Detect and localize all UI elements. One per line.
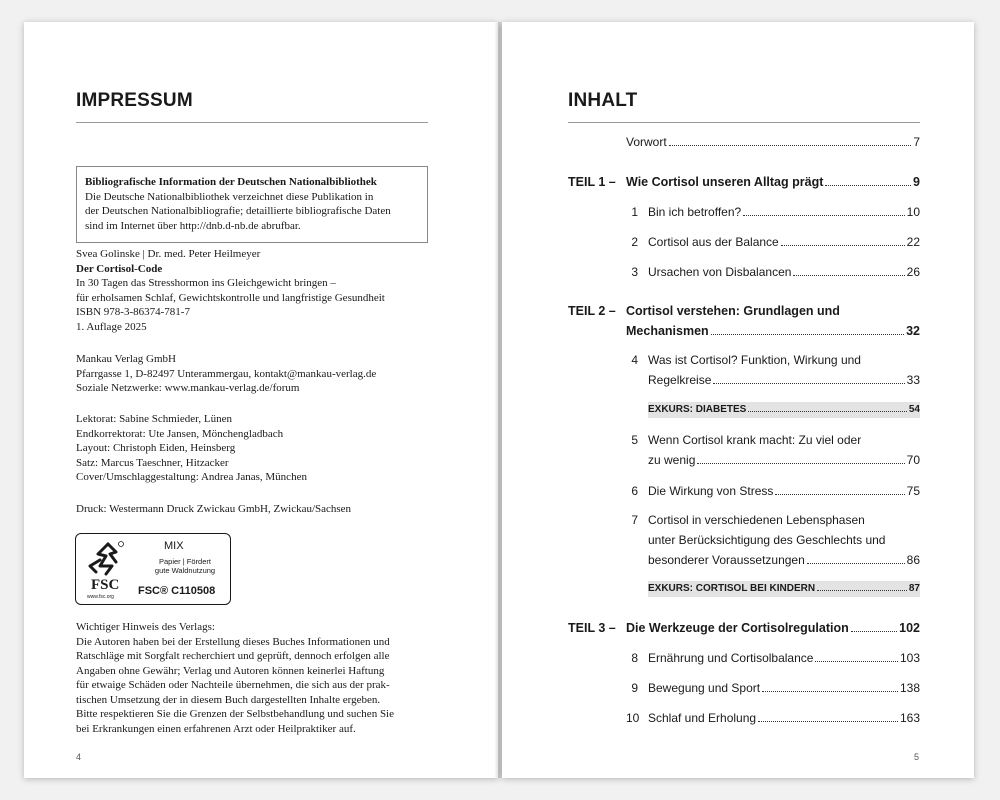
toc-title-line: Cortisol in verschiedenen Lebensphasen [648,513,865,527]
book-info [76,247,436,334]
leader-dots [807,563,905,564]
bib-box-title: Bibliografische Information der Deutschen Nationalbibliothek [85,176,377,188]
toc-page: 22 [906,235,920,249]
toc-part-1[interactable] [568,175,920,193]
toc-chapter-3[interactable] [568,265,920,283]
credit-line: Lektorat: Sabine Schmieder, Lünen [76,413,232,425]
notice-line: tischen Umsetzung der in diesem Buch dargestellten Inhalte ergeben. [76,693,381,706]
toc-page: 86 [906,553,920,567]
credit-line: Cover/Umschlaggestaltung: Andrea Janas, München [76,471,307,483]
toc-chapter-9[interactable] [568,681,920,699]
isbn: ISBN 978-3-86374-781-7 [76,306,190,318]
credit-line: Layout: Christoph Eiden, Heinsberg [76,442,236,454]
fsc-logo-word: FSC [91,577,120,593]
publisher-address: Pfarrgasse 1, D-82497 Unterammergau, kontakt@mankau-verlag.de [76,367,377,380]
leader-dots [697,463,904,464]
toc-chapter-4-cont[interactable] [568,373,920,391]
toc-title: Ernährung und Cortisolbalance [648,651,814,665]
page-number-left: 4 [76,752,82,762]
publisher-info [76,352,436,396]
leader-dots [758,721,898,722]
toc-page: 33 [906,373,920,387]
toc-chapter-7-cont2[interactable] [568,553,920,571]
leader-dots [713,383,904,384]
bibliographic-info-box [76,166,428,243]
part-label: TEIL 3 – [568,621,616,635]
toc-title: Die Werkzeuge der Cortisolregulation [626,621,849,635]
toc-exkurs-kinder[interactable] [648,581,920,597]
leader-dots [669,145,912,146]
toc-page: 87 [908,583,920,594]
chapter-number: 8 [631,651,638,665]
chapter-number: 4 [631,353,638,367]
toc-page: 32 [906,324,920,338]
toc-page: 54 [908,404,920,415]
print-line: Druck: Westermann Druck Zwickau GmbH, Zwickau/Sachsen [76,503,352,515]
toc-title: Cortisol aus der Balance [648,235,779,249]
toc-page: 102 [899,621,920,635]
bib-box-line: Die Deutsche Nationalbibliothek verzeichnet diese Publikation in [85,190,374,203]
chapter-number: 5 [631,433,638,447]
inhalt-heading: INHALT [568,90,920,123]
toc-page: 163 [899,711,920,725]
impressum-heading: IMPRESSUM [76,90,428,123]
chapter-number: 3 [631,265,638,279]
notice-line: Die Autoren haben bei der Erstellung dieses Buches Informationen und [76,635,390,648]
toc-page: 10 [906,205,920,219]
book-title: Der Cortisol-Code [76,262,163,275]
part-label: TEIL 1 – [568,175,616,189]
publisher-name: Mankau Verlag GmbH [76,353,176,365]
toc-chapter-10[interactable] [568,711,920,729]
fsc-mix: MIX [164,540,184,552]
notice-line: Angaben ohne Gewähr; Verlag und Autoren können keinerlei Haftung [76,664,385,677]
toc-title: Die Wirkung von Stress [648,484,774,498]
notice-title: Wichtiger Hinweis des Verlags: [76,621,215,633]
chapter-number: 6 [631,484,638,498]
toc-title: Bin ich betroffen? [648,205,742,219]
credit-line: Endkorrektorat: Ute Jansen, Mönchengladbach [76,427,284,440]
credits [76,412,436,485]
toc-chapter-7[interactable] [568,513,920,531]
leader-dots [781,245,905,246]
leader-dots [743,215,904,216]
toc-title-line: Regelkreise [648,373,712,387]
fsc-tree-icon [86,538,126,580]
toc-page: 138 [899,681,920,695]
toc-page: 7 [913,135,920,149]
chapter-number: 2 [631,235,638,249]
chapter-number: 10 [626,711,640,725]
toc-chapter-5[interactable] [568,433,920,451]
edition: 1. Auflage 2025 [76,320,147,333]
bib-box-line: sind im Internet über http://dnb.d-nb.de abrufbar. [85,219,301,232]
toc-title-line: zu wenig [648,453,696,467]
toc-title: EXKURS: DIABETES [648,404,747,415]
toc-title: Schlaf und Erholung [648,711,757,725]
leader-dots [748,411,907,412]
right-page [502,22,974,778]
book-subtitle: In 30 Tagen das Stresshormon ins Gleichgewicht bringen – [76,277,336,289]
toc-title: Bewegung und Sport [648,681,761,695]
chapter-number: 7 [631,513,638,527]
fsc-logo-box [75,533,231,605]
book-subtitle: für erholsamen Schlaf, Gewichtskontrolle und langfristige Gesundheit [76,291,385,304]
toc-chapter-2[interactable] [568,235,920,253]
toc-title: Wie Cortisol unseren Alltag prägt [626,175,824,189]
notice-line: für etwaige Schäden oder Nachteile übernehmen, die sich aus der prak- [76,679,390,691]
notice-line: bei Erkrankungen einen erfahrenen Arzt oder Heilpraktiker auf. [76,722,356,735]
toc-chapter-7-cont[interactable] [568,533,920,551]
toc-title-line: besonderer Voraussetzungen [648,553,805,567]
fsc-description [144,557,226,575]
notice-line: Bitte respektieren Sie die Grenzen der Selbstbehandlung und suchen Sie [76,708,394,720]
toc-chapter-6[interactable] [568,484,920,502]
toc-title: EXKURS: CORTISOL BEI KINDERN [648,583,816,594]
leader-dots [762,691,898,692]
print-info [76,502,436,517]
fsc-url: www.fsc.org [87,594,114,600]
toc-title: Vorwort [626,135,667,149]
chapter-number: 9 [631,681,638,695]
leader-dots [711,334,904,335]
authors: Svea Golinske | Dr. med. Peter Heilmeyer [76,248,261,260]
leader-dots [817,590,907,591]
toc-page: 103 [899,651,920,665]
toc-title-line: Wenn Cortisol krank macht: Zu viel oder [648,433,862,447]
toc-page: 75 [906,484,920,498]
toc-part-2[interactable] [568,304,920,322]
toc-title-line: Cortisol verstehen: Grundlagen und [626,304,840,318]
toc-exkurs-diabetes[interactable] [648,402,920,418]
part-label: TEIL 2 – [568,304,616,318]
publisher-social: Soziale Netzwerke: www.mankau-verlag.de/forum [76,382,300,394]
fsc-desc-line: Papier | Fördert [159,557,211,566]
left-page [24,22,498,778]
toc-chapter-1[interactable] [568,205,920,223]
toc-title: Ursachen von Disbalancen [648,265,792,279]
toc-entry-vorwort[interactable] [568,135,920,153]
toc-title-line: unter Berücksichtigung des Geschlechts und [648,533,886,547]
credit-line: Satz: Marcus Taeschner, Hitzacker [76,456,229,469]
page-number-right: 5 [914,752,920,762]
toc-page: 26 [906,265,920,279]
toc-chapter-5-cont[interactable] [568,453,920,471]
toc-title-line: Was ist Cortisol? Funktion, Wirkung und [648,353,861,367]
toc-part-2-cont[interactable] [568,324,920,342]
publisher-notice [76,620,436,736]
notice-line: Ratschläge mit Sorgfalt recherchiert und geprüft, dennoch erfolgen alle [76,650,390,662]
toc-page: 9 [913,175,920,189]
toc-chapter-4[interactable] [568,353,920,371]
bib-box-line: der Deutschen Nationalbibliografie; detaillierte bibliografische Daten [85,205,391,217]
toc-page: 70 [906,453,920,467]
toc-part-3[interactable] [568,621,920,639]
toc-chapter-8[interactable] [568,651,920,669]
chapter-number: 1 [631,205,638,219]
toc-title-line: Mechanismen [626,324,709,338]
fsc-desc-line: gute Waldnutzung [154,566,216,575]
leader-dots [825,185,911,186]
leader-dots [851,631,897,632]
fsc-code: FSC® C110508 [138,585,216,597]
leader-dots [775,494,904,495]
leader-dots [815,661,898,662]
leader-dots [793,275,904,276]
